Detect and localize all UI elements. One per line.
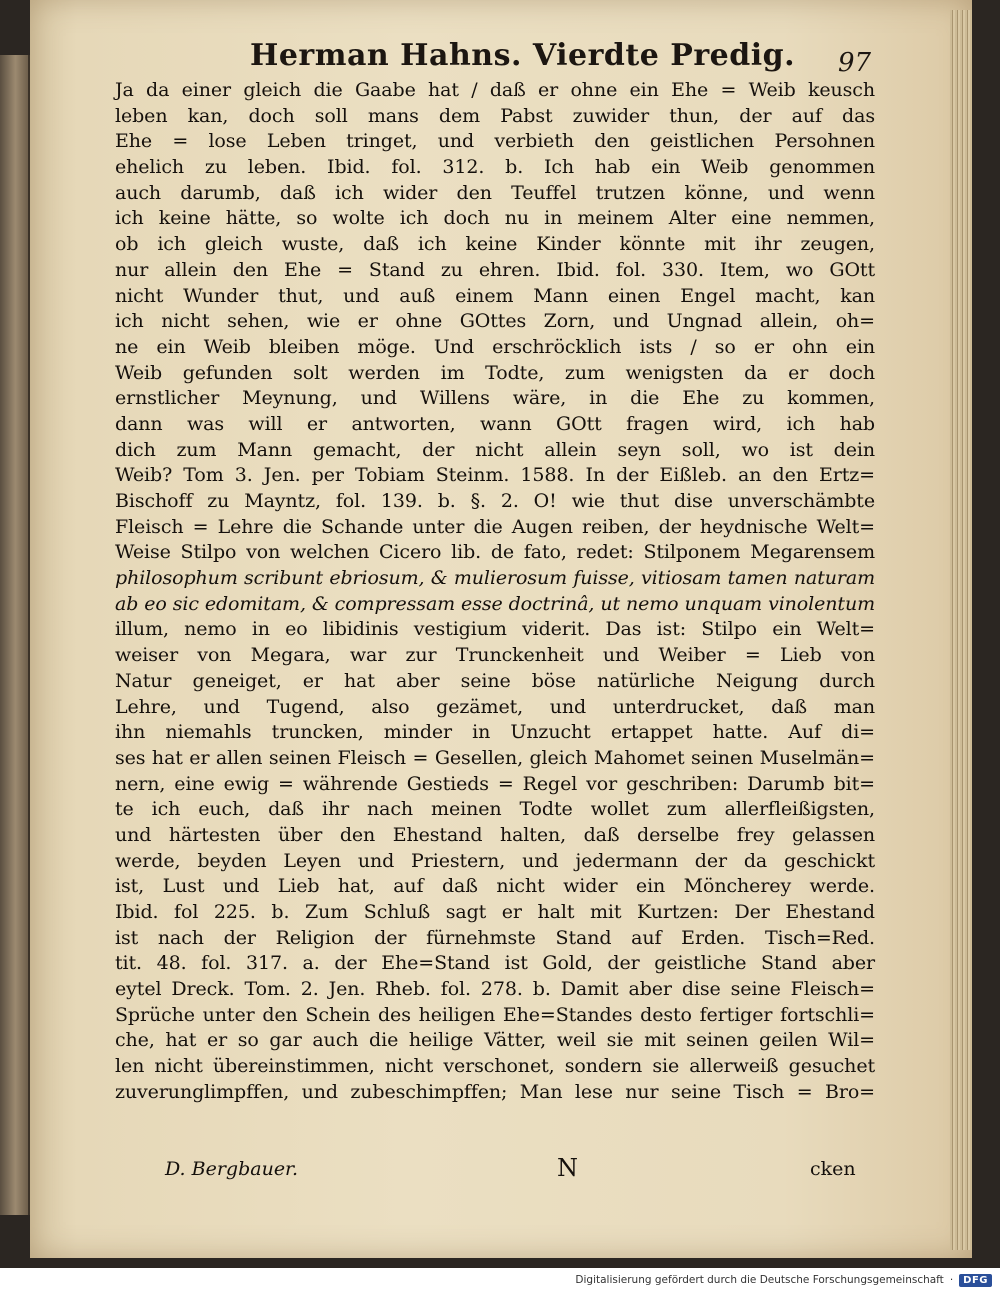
page-footer xyxy=(30,1154,972,1188)
text-line: tit. 48. fol. 317. a. der Ehe=Stand ist Gold, der geistliche Stand aber xyxy=(115,952,875,975)
text-line: Natur geneiget, er hat aber seine böse natürliche Neigung durch xyxy=(115,669,875,692)
text-line xyxy=(115,1106,875,1132)
text-line: ses hat er allen seinen Fleisch = Gesellen, gleich Mahomet seinen Muselmän= xyxy=(115,746,875,769)
previous-page-edge xyxy=(0,55,30,1215)
page-number: 97 xyxy=(838,48,872,78)
text-line: leben kan, doch soll mans dem Pabst zuwider thun, der auf das xyxy=(115,104,875,127)
text-line: Ja da einer gleich die Gaabe hat / daß er ohne ein Ehe = Weib keusch xyxy=(115,79,875,101)
text-line: len nicht übereinstimmen, nicht verschonet, sondern sie allerweiß gesuchet xyxy=(115,1055,875,1078)
text-line: Lehre, und Tugend, also gezämet, und unterdrucket, daß man xyxy=(115,695,875,718)
credit-separator: · xyxy=(949,1274,954,1286)
running-head-title: Herman Hahns. Vierdte Predig. xyxy=(250,38,796,73)
text-line: te ich euch, daß ihr nach meinen Todte wollet zum allerfleißigsten, xyxy=(115,798,875,821)
text-line: ist nach der Religion der fürnehmste Stand auf Erden. Tisch=Red. xyxy=(115,926,875,949)
text-line: philosophum scribunt ebriosum, & mulierosum fuisse, vitiosam tamen naturam xyxy=(115,567,875,590)
text-line: nicht Wunder thut, und auß einem Mann einen Engel macht, kan xyxy=(115,284,875,307)
digitization-credit xyxy=(575,1272,992,1288)
text-line: che, hat er so gar auch die heilige Vätter, weil sie mit seinen geilen Wil= xyxy=(115,1029,875,1052)
text-line: dich zum Mann gemacht, der nicht allein seyn soll, wo ist dein xyxy=(115,438,875,461)
dfg-logo: DFG xyxy=(959,1274,992,1287)
text-line: und härtesten über den Ehestand halten, daß derselbe frey gelassen xyxy=(115,823,875,846)
text-line: zuverunglimpffen, und zubeschimpffen; Man lese nur seine Tisch = Bro= xyxy=(115,1080,875,1103)
text-line: Fleisch = Lehre die Schande unter die Augen reiben, der heydnische Welt= xyxy=(115,515,875,538)
credit-text: Digitalisierung gefördert durch die Deutsche Forschungsgemeinschaft xyxy=(575,1274,944,1286)
body-text xyxy=(115,78,875,1131)
text-line: nur allein den Ehe = Stand zu ehren. Ibid. fol. 330. Item, wo GOtt xyxy=(115,258,875,281)
text-line: ne ein Weib bleiben möge. Und erschröcklich ists / so er ohn ein xyxy=(115,335,875,358)
book-page xyxy=(30,0,972,1258)
text-line: Weib? Tom 3. Jen. per Tobiam Steinm. 1588. In der Eißleb. an den Ertz= xyxy=(115,464,875,487)
text-line: ich nicht sehen, wie er ohne GOttes Zorn, und Ungnad allein, oh= xyxy=(115,310,875,333)
text-line: ehelich zu leben. Ibid. fol. 312. b. Ich hab ein Weib genommen xyxy=(115,156,875,179)
text-line: Ibid. fol 225. b. Zum Schluß sagt er halt mit Kurtzen: Der Ehestand xyxy=(115,901,875,923)
text-line: ob ich gleich wuste, daß ich keine Kinder könnte mit ihr zeugen, xyxy=(115,233,875,256)
text-line: dann was will er antworten, wann GOtt fragen wird, ich hab xyxy=(115,412,875,435)
running-head xyxy=(30,38,972,78)
text-line: ab eo sic edomitam, & compressam esse doctrinâ, ut nemo unquam vinolentum xyxy=(115,592,875,615)
text-line: auch darumb, daß ich wider den Teuffel trutzen könne, und wenn xyxy=(115,181,875,204)
text-line: illum, nemo in eo libidinis vestigium viderit. Das ist: Stilpo ein Welt= xyxy=(115,618,875,641)
text-line: werde, beyden Leyen und Priestern, und jedermann der da geschickt xyxy=(115,849,875,872)
text-line: Weise Stilpo von welchen Cicero lib. de fato, redet: Stilponem Megarensem xyxy=(115,541,875,564)
text-line: Sprüche unter den Schein des heiligen Ehe=Standes desto fertiger fortschli= xyxy=(115,1003,875,1026)
text-line: Bischoff zu Mayntz, fol. 139. b. §. 2. O! wie thut dise unverschämbte xyxy=(115,490,875,512)
text-line: ernstlicher Meynung, und Willens wäre, in die Ehe zu kommen, xyxy=(115,387,875,410)
text-line: nern, eine ewig = währende Gestieds = Regel vor geschriben: Darumb bit= xyxy=(115,772,875,795)
text-line: weiser von Megara, war zur Trunckenheit und Weiber = Lieb von xyxy=(115,644,875,667)
footer-author: D. Bergbauer. xyxy=(165,1158,299,1180)
signature-mark: N xyxy=(557,1154,578,1182)
text-line: eytel Dreck. Tom. 2. Jen. Rheb. fol. 278. b. Damit aber dise seine Fleisch= xyxy=(115,978,875,1001)
text-line: ist, Lust und Lieb hat, auf daß nicht wider ein Möncherey werde. xyxy=(115,875,875,898)
text-line: ich keine hätte, so wolte ich doch nu in meinem Alter eine nemmen, xyxy=(115,207,875,230)
catchword: cken xyxy=(810,1158,856,1180)
page-stack-edge xyxy=(950,10,972,1250)
text-line: Ehe = lose Leben tringet, und verbieth den geistlichen Persohnen xyxy=(115,130,875,153)
text-line: Weib gefunden solt werden im Todte, zum wenigsten da er doch xyxy=(115,361,875,384)
text-line: ihn niemahls truncken, minder in Unzucht ertappet hatte. Auf di= xyxy=(115,721,875,744)
